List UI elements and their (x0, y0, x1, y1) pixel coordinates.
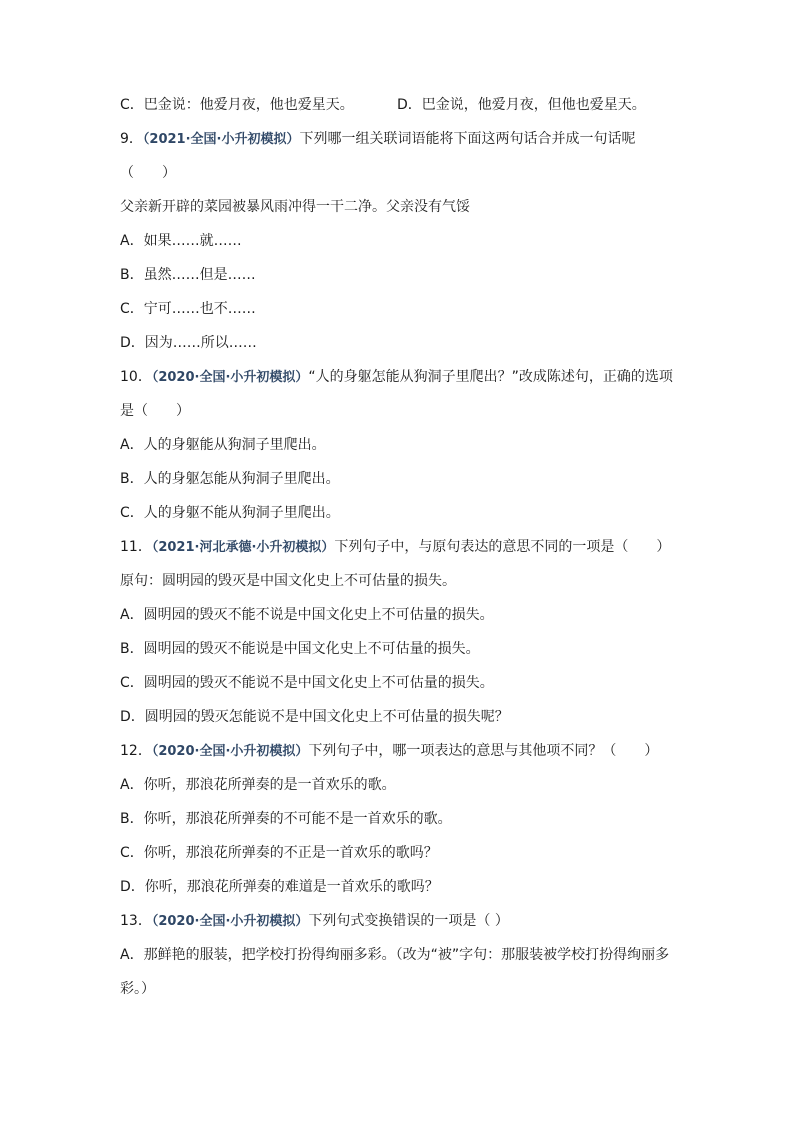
answer-blank: （ ） (120, 165, 176, 181)
option-label: A． (120, 947, 144, 963)
option-text: 巴金说，他爱月夜，但他也爱星天。 (421, 97, 646, 113)
option-label: B． (120, 811, 144, 827)
option-label: C． (120, 505, 144, 521)
option-label: C． (120, 301, 144, 317)
option-text: 人的身躯怎能从狗洞子里爬出。 (143, 471, 340, 487)
option-text: 圆明园的毁灭不能说是中国文化史上不可估量的损失。 (143, 641, 480, 657)
q8-option-d (397, 88, 674, 122)
question-source: （2020·全国·小升初模拟） (151, 914, 309, 929)
option-label: C． (120, 97, 144, 113)
passage-text: 父亲新开辟的菜园被暴风雨冲得一干二净。父亲没有气馁 (120, 199, 470, 215)
q12-option-c (120, 836, 690, 870)
option-label: C． (120, 675, 144, 691)
question-list (120, 88, 690, 1006)
option-text: 巴金说：他爱月夜，他也爱星天。 (143, 97, 354, 113)
option-label: A． (120, 607, 144, 623)
option-label: A． (120, 233, 144, 249)
q9-blank (120, 156, 690, 190)
q9-stem (120, 122, 690, 156)
option-text: 人的身躯能从狗洞子里爬出。 (143, 437, 326, 453)
option-label: B． (120, 267, 144, 283)
q9-option-b (120, 258, 690, 292)
q11-option-c (120, 666, 690, 700)
option-text: 你听，那浪花所弹奏的不可能不是一首欢乐的歌。 (143, 811, 452, 827)
option-text: 因为……所以…… (144, 335, 257, 351)
q10-stem (120, 360, 690, 394)
question-source: （2021·河北承德·小升初模拟） (151, 540, 335, 555)
q9-option-d (120, 326, 690, 360)
question-number: 10． (120, 369, 152, 385)
q11-option-d (120, 700, 690, 734)
q10-stem-cont (120, 394, 690, 428)
option-text: 人的身躯不能从狗洞子里爬出。 (143, 505, 340, 521)
q13-option-a-cont (120, 972, 690, 1006)
q11-stem (120, 530, 690, 564)
question-source: （2021·全国·小升初模拟） (142, 132, 300, 147)
option-text: 圆明园的毁灭不能说不是中国文化史上不可估量的损失。 (143, 675, 494, 691)
option-text: 虽然……但是…… (143, 267, 256, 283)
option-text: 如果……就…… (143, 233, 242, 249)
q12-option-b (120, 802, 690, 836)
q11-option-b (120, 632, 690, 666)
question-source: （2020·全国·小升初模拟） (151, 370, 309, 385)
q11-original-sentence (120, 564, 690, 598)
q12-option-a (120, 768, 690, 802)
option-text-cont: 彩。） (120, 981, 155, 997)
option-text: 圆明园的毁灭怎能说不是中国文化史上不可估量的损失呢？ (144, 709, 509, 725)
q12-option-d (120, 870, 690, 904)
option-text: 你听，那浪花所弹奏的是一首欢乐的歌。 (143, 777, 396, 793)
question-text: “人的身躯怎能从狗洞子里爬出？”改成陈述句，正确的选项 (308, 369, 673, 385)
option-label: A． (120, 777, 144, 793)
q11-option-a (120, 598, 690, 632)
option-text: 圆明园的毁灭不能不说是中国文化史上不可估量的损失。 (143, 607, 494, 623)
option-label: A． (120, 437, 144, 453)
q13-option-a (120, 938, 690, 972)
question-text: 下列句式变换错误的一项是（ ） (308, 913, 509, 929)
question-number: 12． (120, 743, 152, 759)
q9-option-a (120, 224, 690, 258)
option-label: D． (397, 97, 422, 113)
original-sentence: 原句：圆明园的毁灭是中国文化史上不可估量的损失。 (120, 573, 456, 589)
option-label: C． (120, 845, 144, 861)
option-label: D． (120, 709, 145, 725)
option-text: 宁可……也不…… (143, 301, 256, 317)
q13-stem (120, 904, 690, 938)
question-text: 下列句子中，与原句表达的意思不同的一项是（ ） (334, 539, 671, 555)
q12-stem (120, 734, 690, 768)
option-text: 那鲜艳的服装，把学校打扮得绚丽多彩。（改为“被”字句：那服装被学校打扮得绚丽多 (143, 947, 670, 963)
option-label: D． (120, 335, 145, 351)
q8-options-row (120, 88, 690, 122)
question-number: 13． (120, 913, 152, 929)
question-number: 9． (120, 131, 143, 147)
question-source: （2020·全国·小升初模拟） (151, 744, 309, 759)
question-text-cont: 是（ ） (120, 403, 190, 419)
q10-option-b (120, 462, 690, 496)
q10-option-c (120, 496, 690, 530)
option-text: 你听，那浪花所弹奏的难道是一首欢乐的歌吗？ (144, 879, 439, 895)
option-label: B． (120, 641, 144, 657)
question-text: 下列句子中，哪一项表达的意思与其他项不同？（ ） (308, 743, 659, 759)
q10-option-a (120, 428, 690, 462)
option-label: B． (120, 471, 144, 487)
q8-option-c (120, 88, 397, 122)
question-text: 下列哪一组关联词语能将下面这两句话合并成一句话呢 (299, 131, 636, 147)
q9-option-c (120, 292, 690, 326)
q9-passage (120, 190, 690, 224)
option-text: 你听，那浪花所弹奏的不正是一首欢乐的歌吗？ (143, 845, 438, 861)
option-label: D． (120, 879, 145, 895)
question-number: 11． (120, 539, 152, 555)
